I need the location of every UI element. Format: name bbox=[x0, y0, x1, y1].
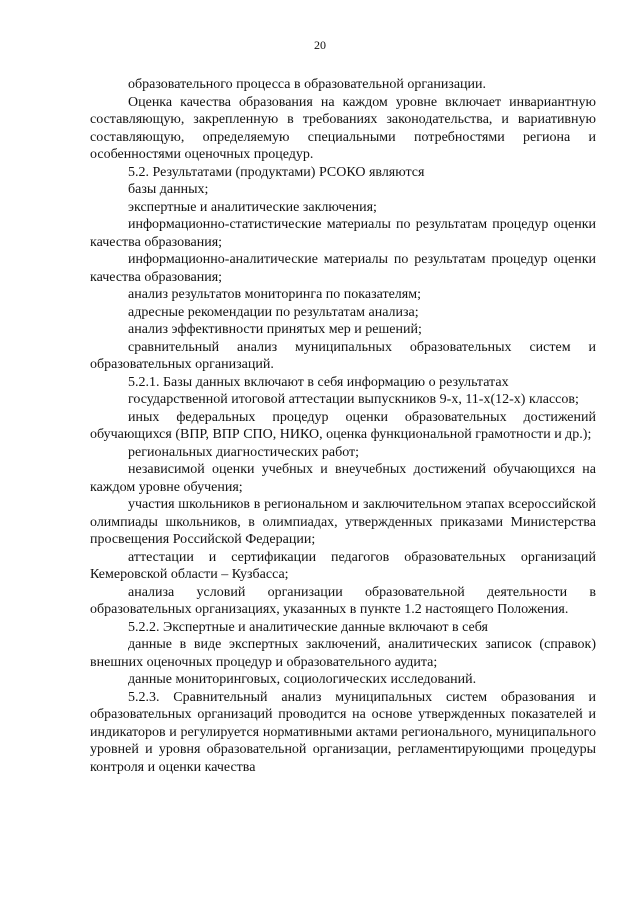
section-heading: 5.2. Результатами (продуктами) РСОКО являются bbox=[128, 164, 425, 180]
section-heading: 5.2.1. Базы данных включают в себя информацию о результатах bbox=[128, 374, 509, 390]
list-item: экспертные и аналитические заключения; bbox=[128, 199, 377, 215]
list-item: сравнительный анализ муниципальных образовательных систем и образовательных организаций. bbox=[90, 339, 596, 372]
list-item: данные мониторинговых, социологических исследований. bbox=[128, 672, 477, 687]
document-body bbox=[90, 76, 596, 776]
list-item: данные в виде экспертных заключений, аналитических записок (справок) внешних оценочных процедур и образовательного аудита; bbox=[90, 637, 596, 670]
list-item: аттестации и сертификации педагогов образовательных организаций Кемеровской области – Кузбасса; bbox=[90, 549, 596, 582]
list-item: независимой оценки учебных и внеучебных достижений обучающихся на каждом уровне обучения; bbox=[90, 462, 596, 495]
paragraph: Оценка качества образования на каждом уровне включает инвариантную составляющую, закрепленную в требованиях законодательства, и вариативную составляющую, определяемую специальными потребностями региона и особенностями оценочных процедур. bbox=[90, 94, 596, 162]
list-item: участия школьников в региональном и заключительном этапах всероссийской олимпиады школьников, в олимпиадах, утвержденных приказами Министерства просвещения Российской Федерации; bbox=[90, 497, 596, 547]
list-item: базы данных; bbox=[128, 182, 209, 197]
page-number: 20 bbox=[314, 38, 326, 52]
section-heading: 5.2.2. Экспертные и аналитические данные включают в себя bbox=[128, 619, 488, 635]
list-item: государственной итоговой аттестации выпускников 9-х, 11-х(12-х) классов; bbox=[128, 392, 579, 407]
list-item: адресные рекомендации по результатам анализа; bbox=[128, 304, 419, 320]
list-item: анализа условий организации образовательной деятельности в образовательных организациях, указанных в пункте 1.2 настоящего Положения. bbox=[90, 584, 596, 617]
list-item: анализ результатов мониторинга по показателям; bbox=[128, 287, 421, 302]
paragraph: образовательного процесса в образовательной организации. bbox=[128, 77, 487, 92]
list-item: информационно-статистические материалы по результатам процедур оценки качества образования; bbox=[90, 217, 596, 250]
paragraph: 5.2.3. Сравнительный анализ муниципальных систем образования и образовательных организаций проводится на основе утвержденных показателей и индикаторов и регулируется нормативными актами регионального, муниципального уровней и уровня образовательной организации, регламентирующими процедуры контроля и оценки качества bbox=[90, 689, 596, 775]
list-item: региональных диагностических работ; bbox=[128, 444, 360, 460]
list-item: анализ эффективности принятых мер и решений; bbox=[128, 322, 422, 337]
list-item: иных федеральных процедур оценки образовательных достижений обучающихся (ВПР, ВПР СПО, НИКО, оценка функциональной грамотности и др.); bbox=[90, 409, 596, 442]
list-item: информационно-аналитические материалы по результатам процедур оценки качества образования; bbox=[90, 252, 596, 285]
